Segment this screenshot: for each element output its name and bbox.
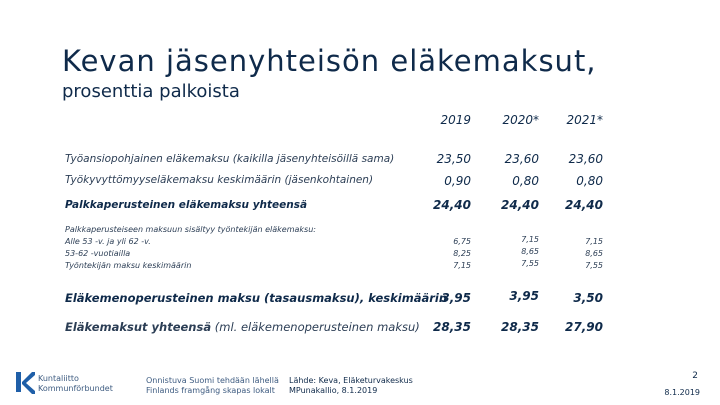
row-label-bold: Palkkaperusteinen eläkemaksu yhteensä: [65, 199, 308, 211]
year-header-2019: 2019: [440, 113, 471, 127]
logo-text: [38, 374, 113, 394]
year-header-2021: 2021*: [566, 113, 603, 127]
breakdown-values-2020: [483, 234, 539, 270]
row-value: 24,40: [565, 198, 603, 212]
source-line: Lähde: Keva, Eläketurvakeskus: [289, 376, 413, 385]
year-header-2020: 2020*: [502, 113, 539, 127]
footer-date: 8.1.2019: [664, 388, 700, 397]
breakdown-value: 7,55: [521, 259, 539, 268]
footer-source: [289, 376, 413, 396]
breakdown-value: 8,25: [453, 249, 471, 258]
row-value: 24,40: [501, 198, 539, 212]
total-label: [65, 320, 420, 334]
breakdown-value: 8,65: [521, 247, 539, 256]
breakdown-value: 7,15: [521, 235, 539, 244]
slide-title: Kevan jäsenyhteisön eläkemaksut,: [62, 44, 597, 78]
page-number: 2: [692, 371, 698, 381]
total-label-bold: Eläkemaksut yhteensä: [65, 320, 212, 334]
row-value: 23,60: [568, 152, 603, 166]
total-label-rest: (ml. eläkemenoperusteinen maksu): [211, 320, 420, 334]
breakdown-line: Työntekijän maksu keskimäärin: [65, 261, 192, 270]
row-label: Työansiopohjainen eläkemaksu (kaikilla jäsenyhteisöillä sama): [65, 153, 395, 165]
row-label: Työkyvyttömyyseläkemaksu keskimäärin (jäsenkohtainen): [65, 174, 374, 186]
footer-slogan: [146, 376, 279, 396]
breakdown-values-2019: [415, 236, 471, 272]
row-value: 23,50: [436, 152, 471, 166]
breakdown-value: 7,15: [585, 237, 603, 246]
breakdown-line: Alle 53 -v. ja yli 62 -v.: [65, 237, 151, 246]
breakdown-value: 6,75: [453, 237, 471, 246]
row-value: 0,80: [576, 174, 603, 188]
row-value: 3,95: [509, 289, 539, 303]
row-value: 27,90: [565, 320, 603, 334]
slogan-line: Finlands framgång skapas lokalt: [146, 386, 275, 395]
row-value: 23,60: [504, 152, 539, 166]
row-value: 0,90: [444, 174, 471, 188]
row-value: 28,35: [433, 320, 471, 334]
breakdown-heading: Palkkaperusteiseen maksuun sisältyy työntekijän eläkemaksu:: [65, 225, 316, 234]
equalization-label: Eläkemenoperusteinen maksu (tasausmaksu), keskimäärin: [65, 291, 448, 305]
source-line: MPunakallio, 8.1.2019: [289, 386, 378, 395]
kuntaliitto-logo-icon: [14, 369, 36, 395]
slogan-line: Onnistuva Suomi tehdään lähellä: [146, 376, 279, 385]
breakdown-value: 7,15: [453, 261, 471, 270]
breakdown-values-2021: [547, 236, 603, 272]
row-value: 3,50: [573, 291, 603, 305]
breakdown-line: 53-62 -vuotiailla: [65, 249, 131, 258]
logo-line: Kuntaliitto: [38, 374, 79, 383]
row-value: 28,35: [501, 320, 539, 334]
row-value: 0,80: [512, 174, 539, 188]
row-value: 3,95: [441, 291, 471, 305]
logo-line: Kommunförbundet: [38, 384, 113, 393]
breakdown-value: 8,65: [585, 249, 603, 258]
breakdown-value: 7,55: [585, 261, 603, 270]
slide-subtitle: prosenttia palkoista: [62, 81, 240, 102]
row-value: 24,40: [433, 198, 471, 212]
breakdown-text: [65, 224, 316, 272]
